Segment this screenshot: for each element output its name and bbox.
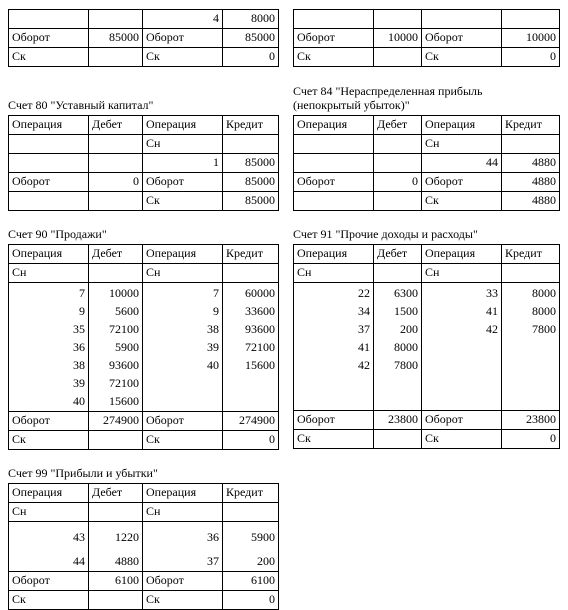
credit-operations (143, 283, 223, 412)
account-title-line2: (непокрытый убыток)" (293, 98, 410, 112)
credit-amount: 85000 (223, 154, 279, 173)
credit-operation: 1 (143, 154, 223, 173)
debit-turnover: 6100 (89, 572, 143, 591)
table-row (294, 10, 560, 29)
turnover-row (294, 173, 560, 192)
credit-amount: 200 (257, 554, 275, 568)
credit-op: 41 (486, 304, 498, 318)
header-credit: Кредит (223, 245, 279, 264)
closing-row (294, 192, 560, 211)
closing-label: Ск (143, 431, 223, 450)
header-operation: Операция (294, 116, 374, 135)
credit-turnover: 23800 (502, 411, 560, 430)
table-row (9, 154, 279, 173)
opening-row (9, 503, 279, 522)
debit-amount: 10000 (109, 286, 139, 300)
table-row (9, 10, 279, 29)
header-credit: Кредит (223, 116, 279, 135)
turnover-row (294, 411, 560, 430)
closing-row (9, 192, 279, 211)
debit-op: 35 (73, 322, 85, 336)
opening-label: Сн (143, 135, 223, 154)
closing-credit: 0 (502, 430, 560, 449)
credit-amount: 8000 (223, 10, 279, 29)
credit-op: 39 (207, 340, 219, 354)
credit-op: 40 (207, 358, 219, 372)
opening-label: Сн (143, 264, 223, 283)
closing-credit: 0 (502, 48, 560, 67)
credit-turnover: 274900 (223, 412, 279, 431)
closing-row (9, 431, 279, 450)
closing-row (294, 48, 560, 67)
debit-op: 37 (358, 322, 370, 336)
debit-turnover: 274900 (89, 412, 143, 431)
opening-row (9, 264, 279, 283)
ledger-table (8, 115, 279, 211)
header-credit: Кредит (223, 484, 279, 503)
debit-op: 43 (73, 530, 85, 544)
debit-turnover: 0 (374, 173, 422, 192)
header-credit: Кредит (502, 116, 560, 135)
opening-label: Сн (9, 264, 89, 283)
credit-amounts (223, 522, 279, 572)
debit-op: 44 (73, 554, 85, 568)
account-title: Счет 90 "Продажи" (8, 227, 107, 241)
account-title: Счет 91 "Прочие доходы и расходы" (293, 227, 478, 241)
debit-operations (9, 522, 89, 572)
debit-turnover: 85000 (89, 29, 143, 48)
debit-amount: 4880 (115, 554, 139, 568)
debit-amounts (89, 283, 143, 412)
opening-label: Сн (422, 264, 502, 283)
turnover-label: Оборот (143, 29, 223, 48)
header-operation: Операция (143, 484, 223, 503)
debit-amount: 93600 (109, 358, 139, 372)
credit-turnover: 4880 (502, 173, 560, 192)
turnover-label: Оборот (143, 572, 223, 591)
debit-amount: 1500 (394, 304, 418, 318)
debit-op: 41 (358, 340, 370, 354)
closing-row (9, 48, 279, 67)
credit-operations (422, 283, 502, 411)
credit-amount: 15600 (245, 358, 275, 372)
opening-label: Сн (422, 135, 502, 154)
debit-op: 7 (79, 286, 85, 300)
header-operation: Операция (143, 116, 223, 135)
closing-label: Ск (294, 430, 374, 449)
turnover-label: Оборот (143, 173, 223, 192)
table-row (294, 154, 560, 173)
closing-label: Ск (422, 48, 502, 67)
credit-operations (143, 522, 223, 572)
credit-amounts (502, 283, 560, 411)
debit-op: 39 (73, 376, 85, 390)
turnover-label: Оборот (9, 29, 89, 48)
turnover-label: Оборот (294, 411, 374, 430)
opening-row (294, 264, 560, 283)
header-row (294, 245, 560, 264)
debit-op: 34 (358, 304, 370, 318)
header-operation: Операция (422, 245, 502, 264)
header-operation: Операция (9, 116, 89, 135)
closing-row (9, 591, 279, 610)
header-credit: Кредит (502, 245, 560, 264)
turnover-row (294, 29, 560, 48)
opening-row (294, 135, 560, 154)
closing-label: Ск (9, 431, 89, 450)
ledger-table (293, 115, 560, 211)
entries-row (294, 283, 560, 411)
debit-amount: 15600 (109, 394, 139, 408)
debit-op: 40 (73, 394, 85, 408)
opening-label: Сн (9, 503, 89, 522)
debit-amount: 7800 (394, 358, 418, 372)
credit-turnover: 6100 (223, 572, 279, 591)
credit-turnover: 10000 (502, 29, 560, 48)
entries-row (9, 283, 279, 412)
credit-amount: 4880 (502, 154, 560, 173)
closing-credit: 0 (223, 431, 279, 450)
credit-amount: 72100 (245, 340, 275, 354)
opening-label: Сн (294, 264, 374, 283)
turnover-label: Оборот (9, 173, 89, 192)
turnover-row (9, 572, 279, 591)
credit-amount: 8000 (532, 304, 556, 318)
account-title: Счет 80 "Уставный капитал" (8, 98, 154, 112)
credit-op: 7 (213, 286, 219, 300)
header-operation: Операция (9, 484, 89, 503)
closing-label: Ск (9, 48, 89, 67)
turnover-label: Оборот (9, 572, 89, 591)
turnover-row (9, 173, 279, 192)
ledger-table (8, 244, 279, 450)
closing-label: Ск (422, 430, 502, 449)
turnover-label: Оборот (422, 29, 502, 48)
closing-label: Ск (294, 48, 374, 67)
ledger-table (293, 244, 560, 449)
header-row (9, 484, 279, 503)
credit-amount: 93600 (245, 322, 275, 336)
header-operation: Операция (422, 116, 502, 135)
turnover-label: Оборот (9, 412, 89, 431)
closing-label: Ск (422, 192, 502, 211)
debit-amount: 5600 (115, 304, 139, 318)
debit-amount: 5900 (115, 340, 139, 354)
closing-label: Ск (143, 591, 223, 610)
credit-op: 33 (486, 286, 498, 300)
opening-label: Сн (143, 503, 223, 522)
credit-op: 36 (207, 530, 219, 544)
ledger-table (293, 9, 560, 67)
debit-amount: 72100 (109, 376, 139, 390)
closing-credit: 0 (223, 591, 279, 610)
credit-turnover: 85000 (223, 173, 279, 192)
credit-amount: 33600 (245, 304, 275, 318)
credit-amount: 5900 (251, 530, 275, 544)
credit-amount: 8000 (532, 286, 556, 300)
debit-op: 38 (73, 358, 85, 372)
turnover-label: Оборот (294, 29, 374, 48)
closing-credit: 4880 (502, 192, 560, 211)
debit-turnover: 10000 (374, 29, 422, 48)
opening-row (9, 135, 279, 154)
debit-op: 22 (358, 286, 370, 300)
debit-amount: 1220 (115, 530, 139, 544)
debit-operations (294, 283, 374, 411)
credit-amounts (223, 283, 279, 412)
ledger-table (8, 483, 279, 610)
header-debit: Дебет (89, 116, 143, 135)
debit-turnover: 23800 (374, 411, 422, 430)
credit-amount: 7800 (532, 322, 556, 336)
header-debit: Дебет (89, 245, 143, 264)
turnover-label: Оборот (422, 411, 502, 430)
debit-op: 36 (73, 340, 85, 354)
turnover-label: Оборот (422, 173, 502, 192)
account-title: Счет 99 "Прибыли и убытки" (8, 466, 158, 480)
debit-amount: 6300 (394, 286, 418, 300)
header-debit: Дебет (89, 484, 143, 503)
header-operation: Операция (294, 245, 374, 264)
credit-op: 42 (486, 322, 498, 336)
header-operation: Операция (143, 245, 223, 264)
credit-op: 38 (207, 322, 219, 336)
credit-amount: 60000 (245, 286, 275, 300)
credit-operation: 44 (422, 154, 502, 173)
debit-op: 9 (79, 304, 85, 318)
debit-amount: 8000 (394, 340, 418, 354)
closing-row (294, 430, 560, 449)
credit-turnover: 85000 (223, 29, 279, 48)
turnover-row (9, 412, 279, 431)
turnover-label: Оборот (143, 412, 223, 431)
closing-credit: 0 (223, 48, 279, 67)
debit-amounts (89, 522, 143, 572)
credit-operation: 4 (143, 10, 223, 29)
debit-amount: 72100 (109, 322, 139, 336)
closing-label: Ск (9, 591, 89, 610)
debit-amount: 200 (400, 322, 418, 336)
closing-label: Ск (143, 48, 223, 67)
header-row (294, 116, 560, 135)
turnover-label: Оборот (294, 173, 374, 192)
closing-label: Ск (143, 192, 223, 211)
header-debit: Дебет (374, 116, 422, 135)
ledger-table (8, 9, 279, 67)
credit-op: 9 (213, 304, 219, 318)
credit-op: 37 (207, 554, 219, 568)
turnover-row (9, 29, 279, 48)
entries-row (9, 522, 279, 572)
debit-turnover: 0 (89, 173, 143, 192)
debit-operations (9, 283, 89, 412)
header-row (9, 116, 279, 135)
header-debit: Дебет (374, 245, 422, 264)
account-title-line1: Счет 84 "Нераспределенная прибыль (293, 84, 483, 98)
debit-op: 42 (358, 358, 370, 372)
header-row (9, 245, 279, 264)
header-operation: Операция (9, 245, 89, 264)
debit-amounts (374, 283, 422, 411)
closing-credit: 85000 (223, 192, 279, 211)
